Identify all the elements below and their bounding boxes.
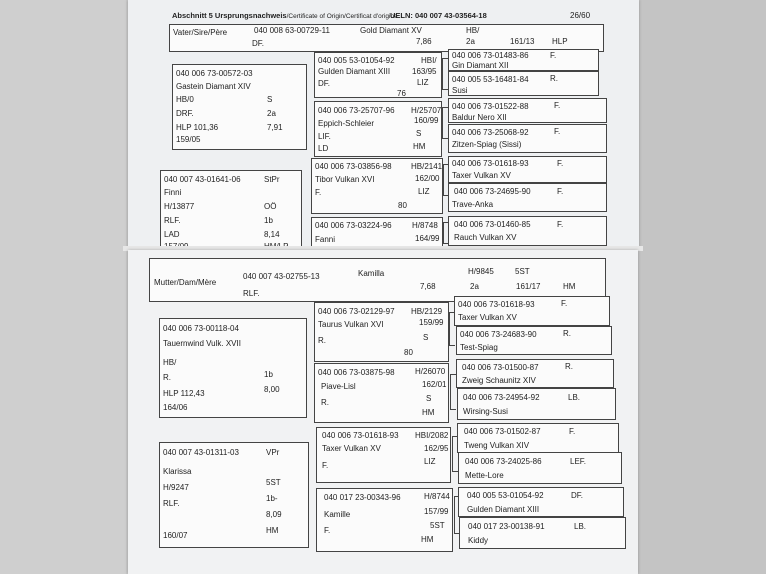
g4-name: Susi [452,86,468,95]
sire-score: 7,86 [416,37,432,46]
dam-class: 2a [470,282,479,291]
dds-name: Taxer Vulkan XV [322,444,381,453]
section-title: Abschnitt 5 Ursprungsnachweis/Certificate of Origin/Certificat d'origine [172,11,398,20]
dds-color: F. [322,461,329,470]
sdd-size: 164/99 [415,234,440,243]
sds-box [311,158,443,214]
pedigree-page-sire [128,0,639,248]
dsd-s: S [426,394,432,403]
dss-name: Taurus Vulkan XVI [318,320,384,329]
g4-bottom-3 [457,388,616,420]
ssd-name: Eppich-Schleier [318,119,375,128]
dam-score: 7,68 [420,282,436,291]
dds-box [316,427,451,483]
dam-size: 161/17 [516,282,541,291]
sss-color: DF. [318,79,330,88]
ddd-code: H/8744 [424,492,450,501]
g4-id: 040 006 73-01618-93 [452,159,529,168]
g4-tag: DF. [571,491,583,500]
g4-bottom-7 [459,517,626,549]
dam-color: RLF. [243,289,260,298]
sire-dam-region: OÖ [264,202,277,211]
ddd-size: 157/99 [424,507,449,516]
sire-sire-hlp: HLP 101,36 [176,123,219,132]
g4-tag: F. [557,159,564,168]
sire-sire-s: S [267,95,273,104]
g4-tag: LEF. [570,457,587,466]
g4-bottom-4 [457,423,619,453]
sire-hlp: HLP [552,37,568,46]
background-left [0,0,126,574]
g4-tag: F. [557,220,564,229]
g4-tag: F. [561,299,568,308]
sire-hb: HB/ [466,26,480,35]
sire-dam-herdbook: H/13877 [164,202,195,211]
g4-tag: R. [550,74,558,83]
sire-sire-score: 7,91 [267,123,283,132]
sss-code: HBI/ [421,56,437,65]
sire-dam-lad: LAD [164,230,180,239]
g4-name: Taxer Vulkan XV [458,313,517,322]
g4-bottom-0 [454,296,610,326]
dam-dam-name: Klarissa [163,467,192,476]
ddd-type: 5ST [430,521,445,530]
ssd-s: S [416,129,422,138]
g4-name: Zweig Schaunitz XIV [462,376,536,385]
g4-name: Wirsing-Susi [463,407,508,416]
dam-sire-hlp: HLP 112,43 [163,389,205,398]
sire-sire-id: 040 006 73-00572-03 [176,69,253,78]
sire-sire-name: Gastein Diamant XIV [176,82,251,91]
g4-top-3 [448,124,607,153]
g4-top-6 [448,216,607,246]
ssd-box [314,101,442,157]
ddd-name: Kamille [324,510,351,519]
sss-liz: LIZ [417,78,429,87]
sire-dam-id: 040 007 43-01641-06 [164,175,241,184]
g4-name: Mette-Lore [465,471,504,480]
sds-liz: LIZ [418,187,430,196]
dsd-color: R. [321,398,329,407]
ddd-color: F. [324,526,331,535]
dam-dam-herdbook: H/9247 [163,483,189,492]
g4-bottom-2 [456,359,614,388]
dam-dam-box [159,442,309,548]
g4-name: Baldur Nero XII [452,113,507,122]
g4-id: 040 017 23-00138-91 [468,522,545,531]
g4-id: 040 006 73-24695-90 [454,187,531,196]
g4-id: 040 005 53-01054-92 [467,491,544,500]
sds-color: F. [315,188,322,197]
dam-dam-id: 040 007 43-01311-03 [163,448,239,457]
sds-name: Tibor Vulkan XVI [315,175,375,184]
sdd-code: H/8748 [412,221,438,230]
sss-id: 040 005 53-01054-92 [318,56,395,65]
dsd-size: 162/01 [422,380,447,389]
g4-id: 040 006 73-01618-93 [458,300,535,309]
sss-score: 76 [397,89,406,98]
sire-sire-hb: HB/0 [176,95,194,104]
g4-tag: LB. [568,393,581,402]
sdd-id: 040 006 73-03224-96 [315,221,392,230]
g4-top-5 [448,183,607,212]
sire-label: Vater/Sire/Père [173,28,228,37]
g4-id: 040 006 73-01500-87 [462,363,539,372]
g4-tag: R. [565,362,573,371]
g4-id: 040 006 73-24025-86 [465,457,542,466]
dam-sire-id: 040 006 73-00118-04 [163,324,239,333]
dam-sire-class: 1b [264,370,273,379]
g4-tag: F. [557,187,564,196]
background-right [638,0,766,574]
dss-id: 040 006 73-02129-97 [318,307,395,316]
g4-tag: LB. [574,522,587,531]
dam-label: Mutter/Dam/Mère [154,278,217,287]
dss-score: 80 [404,348,413,357]
sire-dam-score: 8,14 [264,230,280,239]
pedigree-page-dam [128,250,638,574]
g4-top-2 [448,98,607,123]
sire-sire-color: DRF. [176,109,194,118]
sdd-name: Fanni [315,235,336,244]
ddd-box [316,488,453,552]
dss-size: 159/99 [419,318,444,327]
dam-sire-color: R. [163,373,171,382]
ddd-id: 040 017 23-00343-96 [324,493,401,502]
sds-score: 80 [398,201,407,210]
g4-tag: F. [550,51,557,60]
sire-code: DF. [252,39,264,48]
g4-id: 040 006 73-24683-90 [460,330,537,339]
dam-type: 5ST [515,267,530,276]
ssd-code: H/25707 [411,106,442,115]
sire-sire-size: 159/05 [176,135,201,144]
sire-dam-class: 1b [264,216,273,225]
dam-dam-class: 1b- [266,494,278,503]
dam-sire-hb: HB/ [163,358,177,367]
ssd-hm: HM [413,142,426,151]
g4-name: Gulden Diamant XIII [467,505,540,514]
dam-name: Kamilla [358,269,385,278]
g4-bottom-1 [456,326,612,355]
ssd-ld: LD [318,144,329,153]
g4-id: 040 006 73-01483-86 [452,51,529,60]
dsd-code: H/26070 [415,367,446,376]
sire-dam-type: StPr [264,175,280,184]
g4-id: 040 006 73-01502-87 [464,427,541,436]
ddd-hm: HM [421,535,434,544]
g4-tag: F. [569,427,576,436]
g4-top-1 [448,71,599,96]
g4-bottom-6 [458,487,624,517]
ssd-color: LIF. [318,132,331,141]
g4-top-4 [448,156,607,183]
sire-id: 040 008 63-00729-11 [254,26,330,35]
sire-class: 2a [466,37,475,46]
sds-code: HB/2141 [411,162,443,171]
dam-hm: HM [563,282,576,291]
dam-sire-size: 164/06 [163,403,188,412]
g4-tag: F. [554,127,561,136]
dam-dam-score: 8,09 [266,510,282,519]
sds-id: 040 006 73-03856-98 [315,162,392,171]
dss-s: S [423,333,429,342]
g4-name: Taxer Vulkan XV [452,171,511,180]
g4-name: Tweng Vulkan XIV [464,441,530,450]
sss-size: 163/95 [412,67,437,76]
g4-name: Zitzen-Spiag (Sissi) [452,140,522,149]
g4-id: 040 005 53-16481-84 [452,75,529,84]
sire-sire-box [172,64,307,150]
g4-bottom-5 [458,452,622,484]
dam-dam-type: VPr [266,448,280,457]
sss-name: Gulden Diamant XIII [318,67,391,76]
dam-id: 040 007 43-02755-13 [243,272,320,281]
sire-dam-color: RLF. [164,216,181,225]
dds-size: 162/95 [424,444,449,453]
dss-color: R. [318,336,326,345]
sire-name: Gold Diamant XV [360,26,422,35]
page-number: 26/60 [570,11,591,20]
dds-id: 040 006 73-01618-93 [322,431,399,440]
dsd-box [314,363,449,423]
dsd-hm: HM [422,408,435,417]
g4-top-0 [448,49,599,71]
g4-tag: F. [554,101,561,110]
g4-id: 040 006 73-01460-85 [454,220,531,229]
ssd-id: 040 006 73-25707-96 [318,106,395,115]
dam-herdbook: H/9845 [468,267,494,276]
ssd-size: 160/99 [414,116,439,125]
sire-box [169,24,604,52]
dam-dam-5st: 5ST [266,478,281,487]
sss-box [314,52,442,98]
ueln: UELN: 040 007 43-03564-18 [390,11,487,20]
dds-liz: LIZ [424,457,436,466]
g4-id: 040 006 73-25068-92 [452,128,529,137]
dam-sire-score: 8,00 [264,385,280,394]
g4-name: Trave-Anka [452,200,494,209]
g4-tag: R. [563,329,571,338]
dsd-name: Piave-Lisl [321,382,356,391]
sds-size: 162/00 [415,174,440,183]
g4-name: Rauch Vulkan XV [454,233,517,242]
g4-name: Gin Diamant XII [452,61,509,70]
g4-name: Kiddy [468,536,489,545]
dam-dam-size: 160/07 [163,531,188,540]
sire-dam-box [160,170,302,252]
g4-name: Test-Spiag [460,343,498,352]
dam-sire-name: Tauernwind Vulk. XVII [163,339,241,348]
dss-box [314,302,449,362]
g4-id: 040 006 73-01522-88 [452,102,529,111]
dam-dam-color: RLF. [163,499,180,508]
dds-code: HBI/2082 [415,431,449,440]
dss-code: HB/2129 [411,307,443,316]
dsd-id: 040 006 73-03875-98 [318,368,395,377]
sire-size: 161/13 [510,37,535,46]
sire-dam-name: Finni [164,188,182,197]
sire-sire-class: 2a [267,109,276,118]
dam-sire-box [159,318,307,418]
dam-dam-hm: HM [266,526,279,535]
g4-id: 040 006 73-24954-92 [463,393,540,402]
